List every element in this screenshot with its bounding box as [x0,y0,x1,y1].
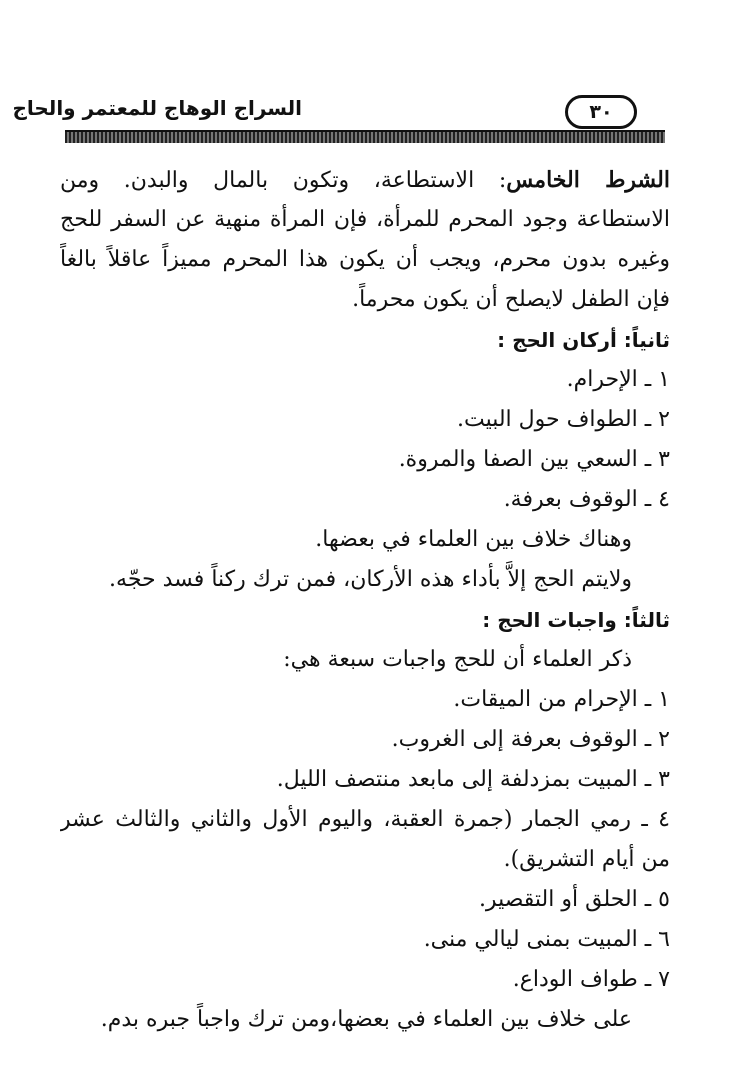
list-item: ٥ ـ الحلق أو التقصير. [478,887,670,912]
condition-heading: الشرط الخامس [506,167,670,193]
paragraph-text: : الاستطاعة، وتكون بالمال والبدن. ومن [60,168,507,193]
list-item: ٣ ـ السعي بين الصفا والمروة. [398,447,670,472]
header-divider [65,130,665,143]
paragraph-line: فإن الطفل لايصلح أن يكون محرماً. [352,287,670,312]
list-item: ٤ ـ رمي الجمار (جمرة العقبة، واليوم الأول والثاني والثالث عشر [60,807,670,832]
paragraph-line: ولايتم الحج إلاَّ بأداء هذه الأركان، فمن ترك ركناً فسد حجّه. [109,567,632,592]
page-header [0,0,746,150]
section-heading: ثانياً: أركان الحج : [497,328,670,352]
paragraph-line: وهناك خلاف بين العلماء في بعضها. [315,527,632,552]
paragraph-line: ذكر العلماء أن للحج واجبات سبعة هي: [283,647,632,672]
paragraph-line: على خلاف بين العلماء في بعضها،ومن ترك واجباً جبره بدم. [100,1007,632,1032]
list-item: ٣ ـ المبيت بمزدلفة إلى مابعد منتصف الليل. [276,767,670,792]
list-item: ١ ـ الإحرام من الميقات. [453,687,670,712]
paragraph-line: وغيره بدون محرم، ويجب أن يكون هذا المحرم مميزاً عاقلاً بالغاً [60,247,670,272]
paragraph-line: الاستطاعة وجود المحرم للمرأة، فإن المرأة منهية عن السفر للحج [60,207,670,232]
list-item: ٢ ـ الطواف حول البيت. [456,407,670,432]
list-item: من أيام التشريق). [503,847,670,872]
section-heading: ثالثاً: واجبات الحج : [482,608,670,632]
list-item: ٤ ـ الوقوف بعرفة. [503,487,670,512]
page-body [60,160,670,1040]
page-number: ٣٠ [589,101,613,123]
list-item: ٧ ـ طواف الوداع. [512,967,670,992]
list-item: ٦ ـ المبيت بمنى ليالي منى. [423,927,670,952]
page-number-badge [565,95,637,129]
book-title: السراج الوهاج للمعتمر والحاج [12,96,302,120]
paragraph-line [60,160,670,200]
list-item: ١ ـ الإحرام. [566,367,670,392]
list-item: ٢ ـ الوقوف بعرفة إلى الغروب. [391,727,670,752]
